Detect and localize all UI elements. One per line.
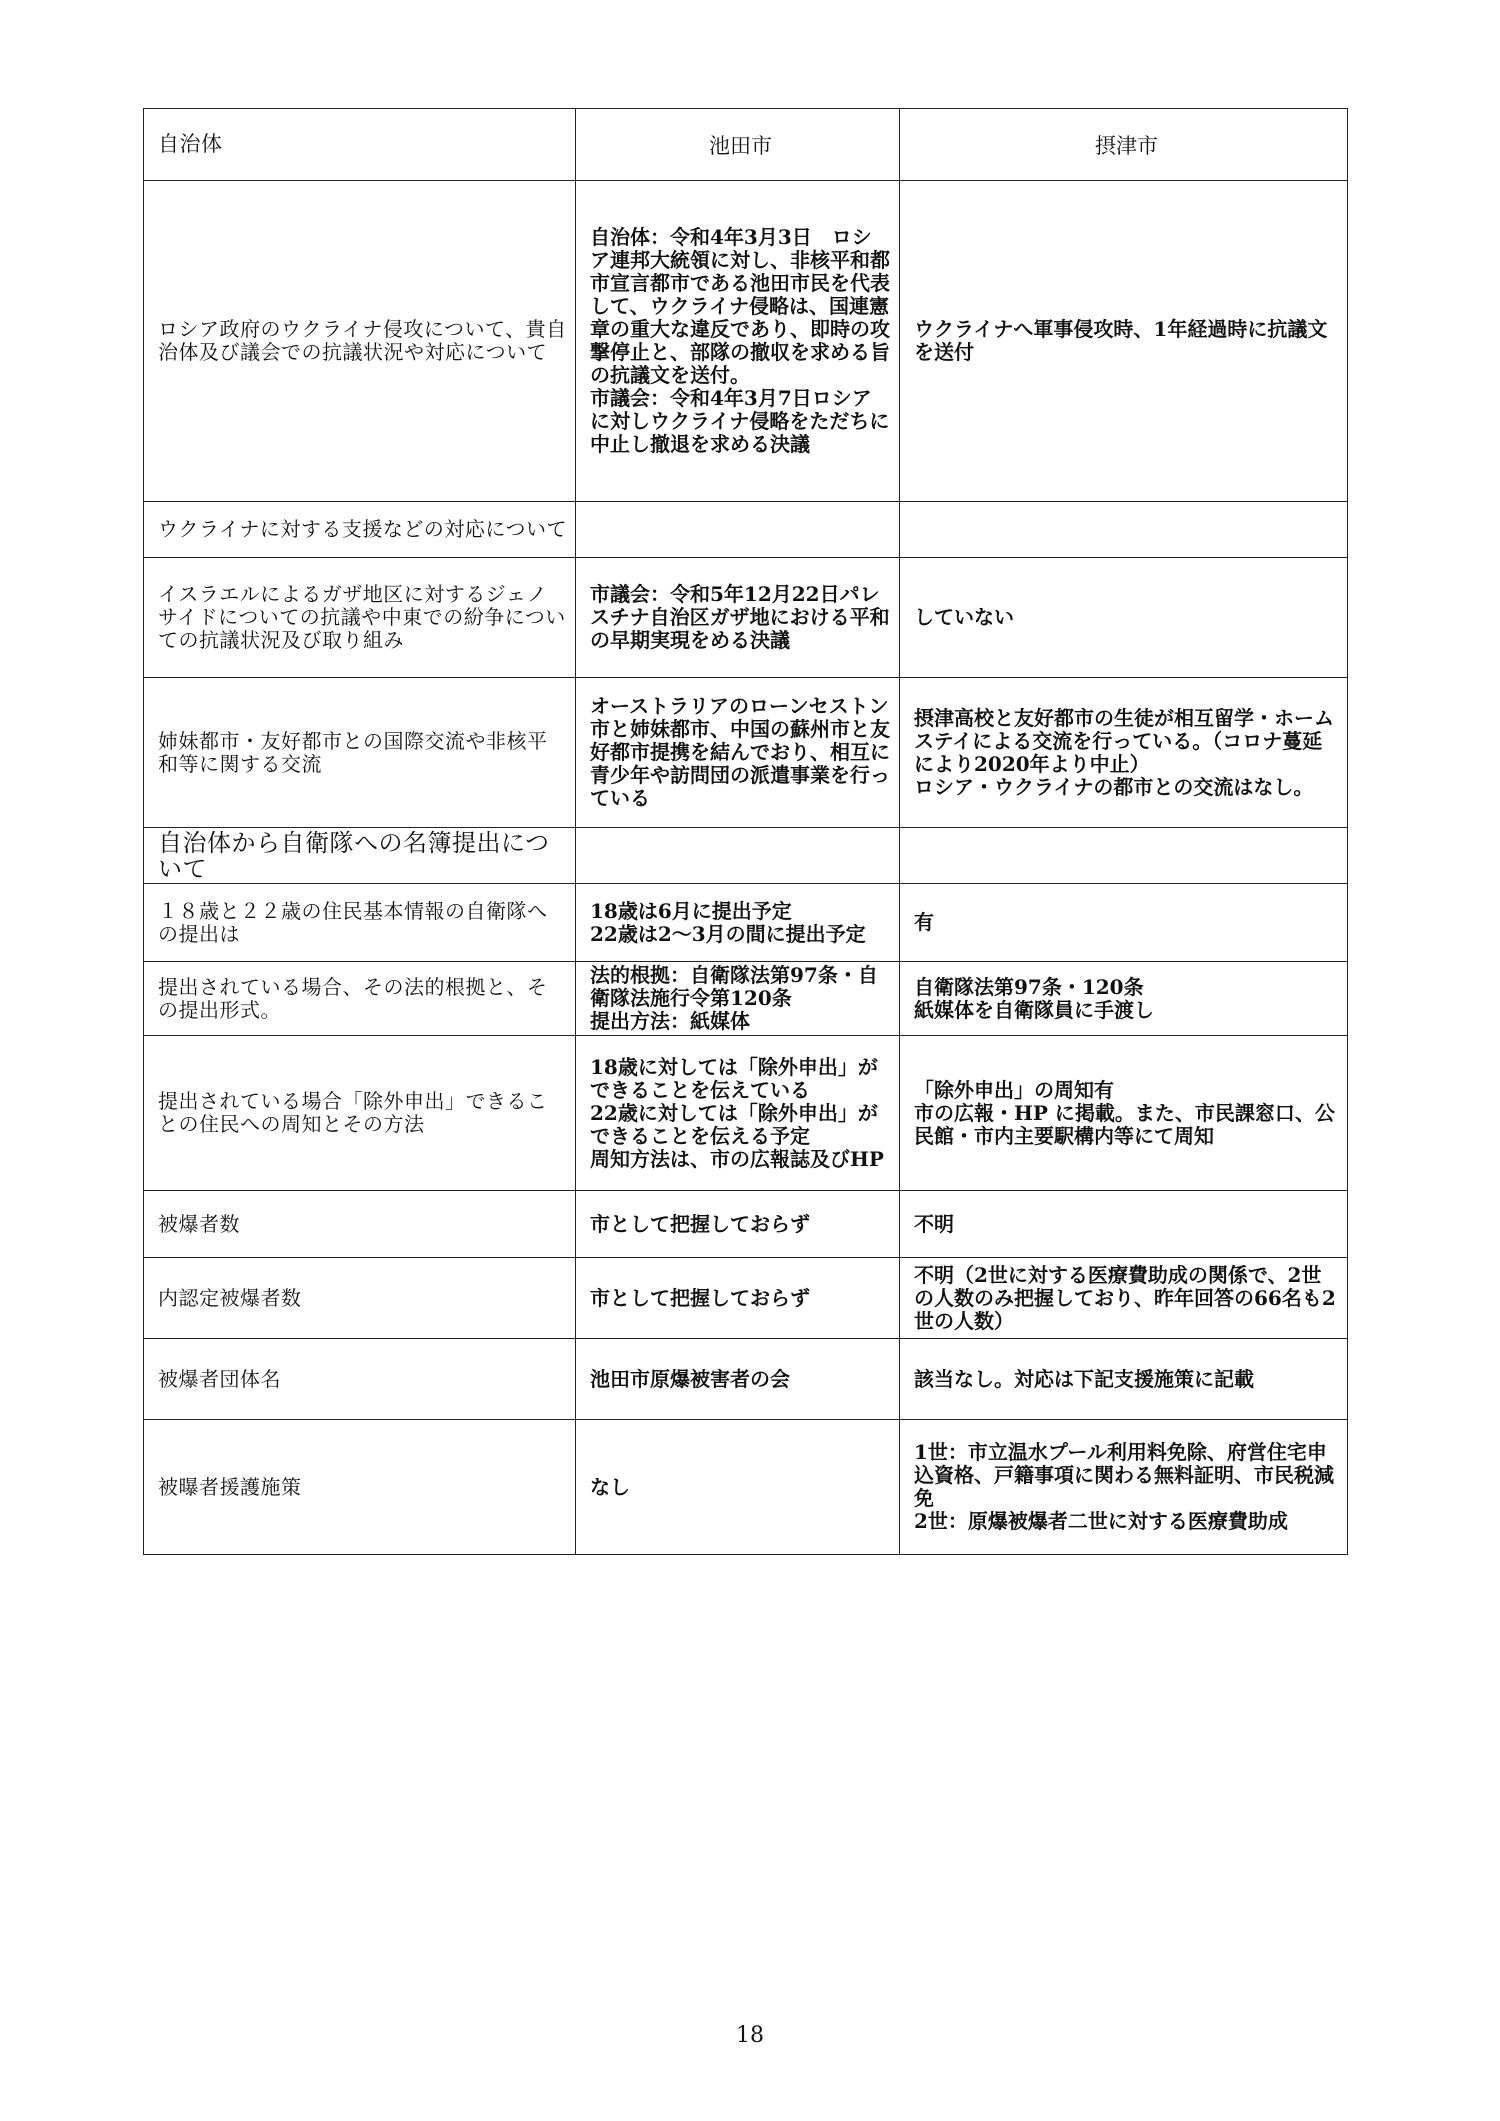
page-number: 18 (736, 2023, 764, 2048)
row-item: 提出されている場合、その法的根拠と、その提出形式。 (144, 962, 576, 1036)
header-municipality: 自治体 (144, 109, 576, 181)
row-settsu: 摂津高校と友好都市の生徒が相互留学・ホームステイによる交流を行っている。（コロナ蔓延により2020年より中止） ロシア・ウクライナの都市との交流はなし。 (900, 678, 1348, 828)
row-item: 被爆者数 (144, 1191, 576, 1258)
table-row (144, 962, 1348, 1036)
row-settsu: 不明 (900, 1191, 1348, 1258)
table-row (144, 1339, 1348, 1420)
header-ikeda: 池田市 (576, 109, 900, 181)
row-settsu: 1世：市立温水プール利用料免除、府営住宅申込資格、戸籍事項に関わる無料証明、市民税減免 2世：原爆被爆者二世に対する医療費助成 (900, 1420, 1348, 1555)
row-ikeda: 池田市原爆被害者の会 (576, 1339, 900, 1420)
header-settsu: 摂津市 (900, 109, 1348, 181)
row-ikeda: 18歳に対しては「除外申出」ができることを伝えている 22歳に対しては「除外申出」ができることを伝える予定 周知方法は、市の広報誌及びHP (576, 1036, 900, 1191)
row-settsu (900, 828, 1348, 884)
row-item: イスラエルによるガザ地区に対するジェノサイドについての抗議や中東での紛争についての抗議状況及び取り組み (144, 558, 576, 678)
row-ikeda: 市として把握しておらず (576, 1191, 900, 1258)
row-ikeda: 法的根拠：自衛隊法第97条・自衛隊法施行令第120条 提出方法：紙媒体 (576, 962, 900, 1036)
row-ikeda (576, 502, 900, 558)
row-item: １８歳と２２歳の住民基本情報の自衛隊への提出は (144, 884, 576, 962)
row-ikeda: オーストラリアのローンセストン市と姉妹都市、中国の蘇州市と友好都市提携を結んでおり、相互に青少年や訪問団の派遣事業を行っている (576, 678, 900, 828)
table-row (144, 884, 1348, 962)
row-settsu: ウクライナへ軍事侵攻時、1年経過時に抗議文を送付 (900, 181, 1348, 502)
table-row (144, 1191, 1348, 1258)
row-item: 被曝者援護施策 (144, 1420, 576, 1555)
row-ikeda: 市として把握しておらず (576, 1258, 900, 1339)
table-row (144, 828, 1348, 884)
table-row (144, 558, 1348, 678)
row-settsu: 不明（2世に対する医療費助成の関係で、2世の人数のみ把握しており、昨年回答の66名も2世の人数） (900, 1258, 1348, 1339)
row-ikeda: なし (576, 1420, 900, 1555)
survey-table (143, 108, 1348, 1555)
table-row (144, 1420, 1348, 1555)
row-settsu: 「除外申出」の周知有 市の広報・HP に掲載。また、市民課窓口、公民館・市内主要駅構内等にて周知 (900, 1036, 1348, 1191)
row-settsu: していない (900, 558, 1348, 678)
table-row (144, 678, 1348, 828)
row-item: ウクライナに対する支援などの対応について (144, 502, 576, 558)
table-row (144, 181, 1348, 502)
row-item: 自治体から自衛隊への名簿提出について (144, 828, 576, 884)
row-settsu: 該当なし。対応は下記支援施策に記載 (900, 1339, 1348, 1420)
row-settsu: 自衛隊法第97条・120条 紙媒体を自衛隊員に手渡し (900, 962, 1348, 1036)
table-header-row (144, 109, 1348, 181)
row-ikeda (576, 828, 900, 884)
row-settsu: 有 (900, 884, 1348, 962)
row-item: ロシア政府のウクライナ侵攻について、貴自治体及び議会での抗議状況や対応について (144, 181, 576, 502)
row-ikeda: 18歳は6月に提出予定 22歳は2～3月の間に提出予定 (576, 884, 900, 962)
row-ikeda: 市議会：令和5年12月22日パレスチナ自治区ガザ地における平和の早期実現をめる決議 (576, 558, 900, 678)
table-row (144, 1036, 1348, 1191)
row-ikeda: 自治体：令和4年3月3日 ロシア連邦大統領に対し、非核平和都市宣言都市である池田市民を代表して、ウクライナ侵略は、国連憲章の重大な違反であり、即時の攻撃停止と、部隊の撤収を求める旨の抗議文を送付。 市議会：令和4年3月7日ロシアに対しウクライナ侵略をただちに中止し撤退を求める決議 (576, 181, 900, 502)
row-item: 被爆者団体名 (144, 1339, 576, 1420)
row-settsu (900, 502, 1348, 558)
row-item: 提出されている場合「除外申出」できることの住民への周知とその方法 (144, 1036, 576, 1191)
table-row (144, 502, 1348, 558)
table-row (144, 1258, 1348, 1339)
row-item: 内認定被爆者数 (144, 1258, 576, 1339)
row-item: 姉妹都市・友好都市との国際交流や非核平和等に関する交流 (144, 678, 576, 828)
